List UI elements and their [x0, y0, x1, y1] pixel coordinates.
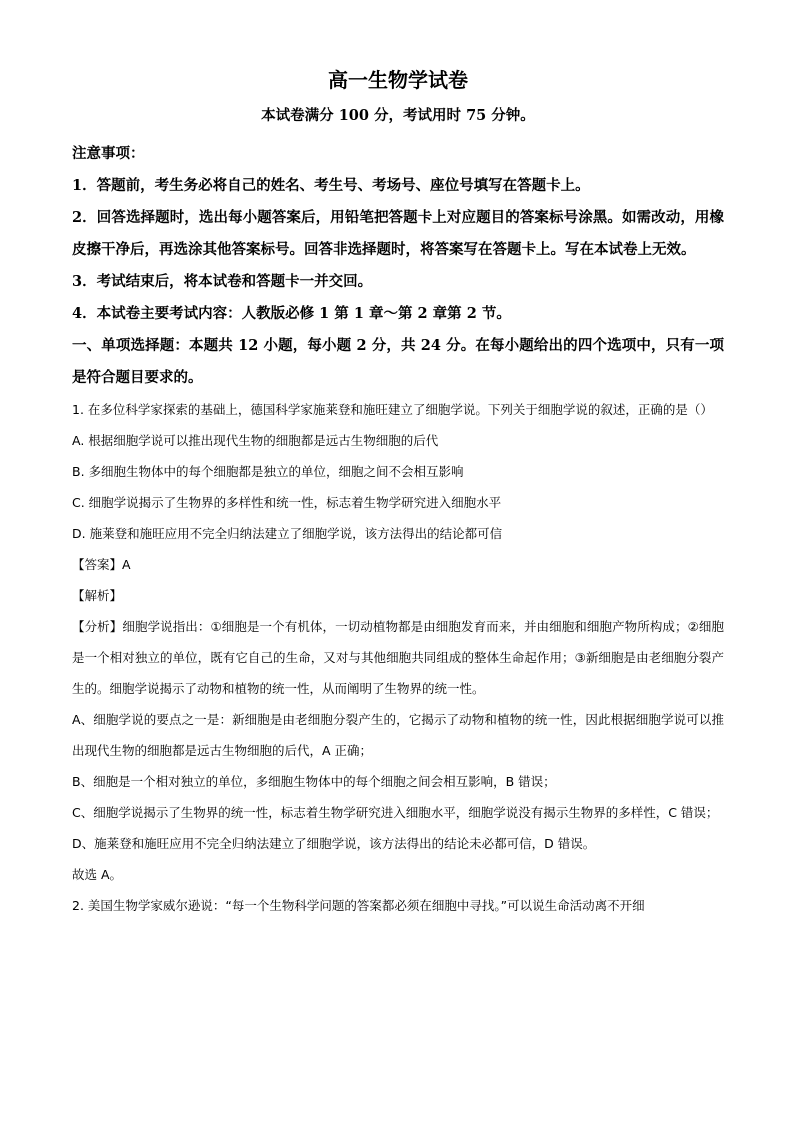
notice-heading: 注意事项：	[72, 145, 145, 162]
analysis-label: 【解析】	[72, 588, 123, 603]
notice-item: 1．答题前，考生务必将自己的姓名、考生号、考场号、座位号填写在答题卡上。	[72, 177, 590, 194]
explanation-line: A、细胞学说的要点之一是：新细胞是由老细胞分裂产生的，它揭示了动物和植物的统一性，因此根据细胞学说可以推出现代生物的细胞都是远古生物细胞的后代，A 正确；	[72, 712, 724, 758]
question-stem: 2. 美国生物学家威尔逊说：“每一个生物科学问题的答案都必须在细胞中寻找。”可以说生命活动离不开细	[72, 898, 645, 913]
explanation-line: B、细胞是一个相对独立的单位，多细胞生物体中的每个细胞之间会相互影响，B 错误；	[72, 774, 556, 789]
page-title: 高一生物学试卷	[328, 68, 468, 92]
exam-info: 本试卷满分 100 分，考试用时 75 分钟。	[261, 107, 535, 124]
notice-item: 2．回答选择题时，选出每小题答案后，用铅笔把答题卡上对应题目的答案标号涂黑。如需改动，用橡皮擦干净后，再选涂其他答案标号。回答非选择题时，将答案写在答题卡上。写在本试卷上无效。	[72, 209, 724, 258]
question-stem: 1. 在多位科学家探索的基础上，德国科学家施莱登和施旺建立了细胞学说。下列关于细胞学说的叙述，正确的是（）	[72, 402, 713, 417]
notice-item: 4．本试卷主要考试内容：人教版必修 1 第 1 章～第 2 章第 2 节。	[72, 305, 511, 322]
explanation-line: C、细胞学说揭示了生物界的统一性，标志着生物学研究进入细胞水平，细胞学说没有揭示生物界的多样性，C 错误；	[72, 805, 719, 820]
section-heading: 一、单项选择题：本题共 12 小题，每小题 2 分，共 24 分。在每小题给出的四个选项中，只有一项是符合题目要求的。	[72, 337, 724, 386]
question-option: D. 施莱登和施旺应用不完全归纳法建立了细胞学说，该方法得出的结论都可信	[72, 526, 503, 541]
exam-page	[72, 66, 724, 921]
answer-line: 【答案】A	[72, 557, 131, 572]
conclusion-line: 故选 A。	[72, 867, 123, 882]
explanation-line: D、施莱登和施旺应用不完全归纳法建立了细胞学说，该方法得出的结论未必都可信，D 错误。	[72, 836, 596, 851]
question-option: C. 细胞学说揭示了生物界的多样性和统一性，标志着生物学研究进入细胞水平	[72, 495, 502, 510]
analysis-text: 【分析】细胞学说指出：①细胞是一个有机体，一切动植物都是由细胞发育而来，并由细胞和细胞产物所构成；②细胞是一个相对独立的单位，既有它自己的生命，又对与其他细胞共同组成的整体生命起作用；③新细胞是由老细胞分裂产生的。细胞学说揭示了动物和植物的统一性，从而阐明了生物界的统一性。	[72, 619, 724, 696]
question-option: B. 多细胞生物体中的每个细胞都是独立的单位，细胞之间不会相互影响	[72, 464, 464, 479]
notice-item: 3．考试结束后，将本试卷和答题卡一并交回。	[72, 273, 373, 290]
question-option: A. 根据细胞学说可以推出现代生物的细胞都是远古生物细胞的后代	[72, 433, 439, 448]
